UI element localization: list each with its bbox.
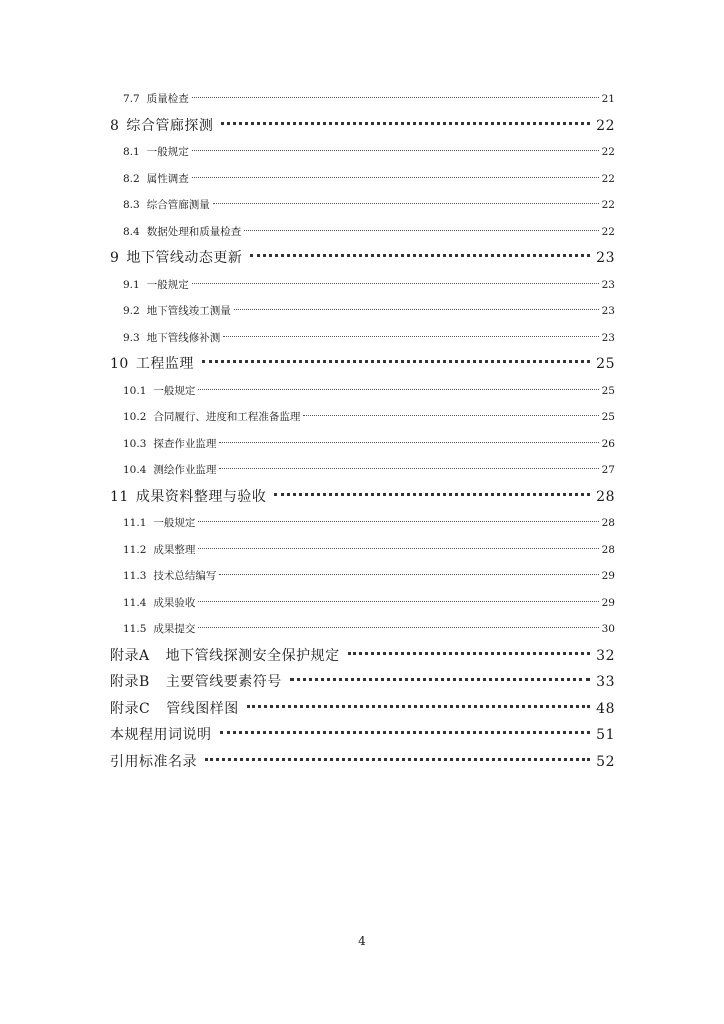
toc-entry-number: 8.1 xyxy=(123,146,140,158)
toc-entry-title: 地下管线修补测 xyxy=(146,331,221,344)
toc-entry-number: 9.2 xyxy=(123,305,140,317)
toc-chapter-row[interactable] xyxy=(110,722,615,749)
toc-section-row[interactable] xyxy=(110,219,615,246)
toc-entry-page: 28 xyxy=(601,517,615,529)
toc-entry-title: 合同履行、进度和工程准备监理 xyxy=(153,411,301,423)
toc-chapter-row[interactable] xyxy=(110,669,615,696)
toc-entry-page: 25 xyxy=(601,384,615,397)
toc-entry-number: 附录A xyxy=(110,647,150,664)
toc-entry-label xyxy=(123,325,220,352)
toc-entry-number: 8.2 xyxy=(123,172,140,185)
dot-leader xyxy=(274,493,590,496)
toc-entry-page: 27 xyxy=(601,464,615,476)
toc-chapter-row[interactable] xyxy=(110,245,615,272)
toc-entry-page: 21 xyxy=(601,93,615,105)
toc-entry-label xyxy=(110,245,242,272)
toc-entry-page: 52 xyxy=(596,753,615,770)
toc-entry-title: 本规程用词说明 xyxy=(110,727,212,743)
toc-entry-page: 28 xyxy=(596,488,615,505)
toc-entry-number: 8.4 xyxy=(123,225,140,238)
toc-entry-number: 10.4 xyxy=(123,464,147,476)
toc-entry-page: 22 xyxy=(601,172,615,185)
toc-section-row[interactable] xyxy=(110,590,615,617)
toc-section-row[interactable] xyxy=(110,86,615,113)
toc-entry-page: 51 xyxy=(596,727,615,743)
toc-entry-label xyxy=(123,510,195,537)
toc-chapter-row[interactable] xyxy=(110,643,615,670)
dot-leader xyxy=(198,548,598,549)
toc-entry-label xyxy=(110,722,212,749)
toc-section-row[interactable] xyxy=(110,563,615,590)
dot-leader xyxy=(219,574,598,575)
table-of-contents xyxy=(110,86,615,775)
toc-entry-number: 11.3 xyxy=(123,570,147,582)
toc-entry-number: 9.1 xyxy=(123,278,140,291)
toc-section-row[interactable] xyxy=(110,404,615,431)
toc-entry-page: 30 xyxy=(601,623,615,635)
dot-leader xyxy=(219,468,598,469)
toc-entry-number: 10 xyxy=(110,356,129,372)
toc-entry-title: 一般规定 xyxy=(146,146,189,158)
toc-entry-label xyxy=(123,404,300,431)
toc-entry-number: 10.2 xyxy=(123,411,147,423)
toc-section-row[interactable] xyxy=(110,537,615,564)
dot-leader xyxy=(192,177,599,178)
toc-entry-title: 地下管线探测安全保护规定 xyxy=(165,647,340,664)
toc-entry-page: 26 xyxy=(601,437,615,450)
toc-entry-label xyxy=(123,166,189,193)
dot-leader xyxy=(192,150,599,151)
dot-leader xyxy=(219,442,598,443)
toc-entry-number: 7.7 xyxy=(123,93,140,105)
toc-entry-title: 工程监理 xyxy=(135,356,194,372)
toc-entry-label xyxy=(123,457,216,484)
dot-leader xyxy=(202,360,590,363)
toc-entry-number: 附录B xyxy=(110,674,150,690)
toc-entry-label xyxy=(110,351,194,378)
dot-leader xyxy=(348,652,591,655)
toc-chapter-row[interactable] xyxy=(110,113,615,140)
toc-entry-number: 11.4 xyxy=(123,596,147,609)
toc-section-row[interactable] xyxy=(110,272,615,299)
toc-entry-number: 11.1 xyxy=(123,517,147,529)
toc-entry-title: 属性调查 xyxy=(146,172,189,185)
toc-entry-number: 8 xyxy=(110,117,120,134)
toc-entry-page: 23 xyxy=(596,250,615,266)
toc-entry-label xyxy=(123,563,216,590)
toc-chapter-row[interactable] xyxy=(110,484,615,511)
dot-leader xyxy=(192,283,599,284)
toc-entry-title: 技术总结编写 xyxy=(153,570,217,582)
toc-entry-page: 22 xyxy=(601,225,615,238)
toc-entry-page: 25 xyxy=(596,356,615,372)
toc-section-row[interactable] xyxy=(110,139,615,166)
toc-entry-page: 29 xyxy=(601,596,615,609)
dot-leader xyxy=(198,521,598,522)
toc-section-row[interactable] xyxy=(110,457,615,484)
toc-entry-page: 22 xyxy=(601,199,615,211)
toc-entry-label xyxy=(110,696,239,723)
toc-entry-label xyxy=(123,537,195,564)
toc-entry-label xyxy=(110,669,282,696)
toc-entry-number: 11 xyxy=(110,488,129,505)
toc-section-row[interactable] xyxy=(110,192,615,219)
toc-entry-label xyxy=(110,484,266,511)
toc-chapter-row[interactable] xyxy=(110,696,615,723)
dot-leader xyxy=(234,309,599,310)
toc-section-row[interactable] xyxy=(110,325,615,352)
toc-entry-label xyxy=(110,749,197,776)
toc-entry-page: 32 xyxy=(596,647,615,664)
toc-entry-page: 23 xyxy=(601,331,615,344)
toc-entry-label xyxy=(110,113,213,140)
toc-entry-page: 22 xyxy=(596,117,615,134)
toc-chapter-row[interactable] xyxy=(110,749,615,776)
toc-entry-title: 一般规定 xyxy=(153,384,196,397)
toc-chapter-row[interactable] xyxy=(110,351,615,378)
toc-entry-page: 48 xyxy=(596,700,615,717)
toc-entry-page: 22 xyxy=(601,146,615,158)
dot-leader xyxy=(247,705,590,708)
dot-leader xyxy=(221,122,590,125)
dot-leader xyxy=(198,389,598,390)
toc-entry-label xyxy=(123,616,195,643)
dot-leader xyxy=(290,678,590,681)
toc-entry-number: 10.1 xyxy=(123,384,147,397)
dot-leader xyxy=(205,758,590,761)
dot-leader xyxy=(303,415,598,416)
toc-entry-title: 成果提交 xyxy=(153,623,196,635)
toc-entry-title: 探查作业监理 xyxy=(153,437,217,450)
toc-entry-number: 11.5 xyxy=(123,623,147,635)
toc-entry-title: 一般规定 xyxy=(153,517,196,529)
toc-entry-label xyxy=(123,219,241,246)
toc-entry-title: 成果资料整理与验收 xyxy=(135,488,267,505)
toc-entry-number: 9 xyxy=(110,250,120,266)
page-number: 4 xyxy=(358,934,366,948)
toc-entry-page: 29 xyxy=(601,570,615,582)
toc-entry-title: 地下管线竣工测量 xyxy=(146,305,231,317)
dot-leader xyxy=(220,731,591,734)
toc-entry-number: 附录C xyxy=(110,700,151,717)
toc-section-row[interactable] xyxy=(110,298,615,325)
dot-leader xyxy=(192,97,599,98)
toc-entry-title: 引用标准名录 xyxy=(110,753,197,770)
toc-entry-label xyxy=(123,86,189,113)
toc-entry-number: 11.2 xyxy=(123,543,147,556)
toc-entry-label xyxy=(123,431,216,458)
toc-entry-title: 测绘作业监理 xyxy=(153,464,217,476)
toc-entry-title: 管线图样图 xyxy=(166,700,239,717)
dot-leader xyxy=(213,203,599,204)
toc-entry-label xyxy=(110,643,340,670)
dot-leader xyxy=(198,627,598,628)
toc-entry-title: 数据处理和质量检查 xyxy=(146,225,242,238)
toc-entry-label xyxy=(123,139,189,166)
toc-section-row[interactable] xyxy=(110,616,615,643)
toc-entry-page: 23 xyxy=(601,278,615,291)
dot-leader xyxy=(244,230,598,231)
toc-entry-title: 质量检查 xyxy=(146,93,189,105)
toc-entry-title: 一般规定 xyxy=(146,278,189,291)
toc-entry-title: 主要管线要素符号 xyxy=(165,674,282,690)
toc-entry-title: 成果验收 xyxy=(153,596,196,609)
toc-entry-title: 地下管线动态更新 xyxy=(126,250,243,266)
toc-entry-number: 9.3 xyxy=(123,331,140,344)
toc-entry-label xyxy=(123,590,195,617)
toc-entry-label xyxy=(123,192,210,219)
toc-entry-page: 33 xyxy=(596,674,615,690)
dot-leader xyxy=(198,601,598,602)
toc-section-row[interactable] xyxy=(110,510,615,537)
toc-entry-title: 成果整理 xyxy=(153,543,196,556)
dot-leader xyxy=(223,336,598,337)
toc-entry-label xyxy=(123,298,231,325)
toc-section-row[interactable] xyxy=(110,431,615,458)
toc-entry-label xyxy=(123,272,189,299)
toc-section-row[interactable] xyxy=(110,378,615,405)
toc-entry-page: 28 xyxy=(601,543,615,556)
toc-entry-title: 综合管廊探测 xyxy=(126,117,214,134)
toc-entry-number: 10.3 xyxy=(123,437,147,450)
toc-entry-title: 综合管廊测量 xyxy=(146,199,210,211)
toc-entry-page: 23 xyxy=(601,305,615,317)
dot-leader xyxy=(250,254,590,257)
toc-entry-page: 25 xyxy=(601,411,615,423)
toc-entry-label xyxy=(123,378,195,405)
toc-section-row[interactable] xyxy=(110,166,615,193)
toc-entry-number: 8.3 xyxy=(123,199,140,211)
